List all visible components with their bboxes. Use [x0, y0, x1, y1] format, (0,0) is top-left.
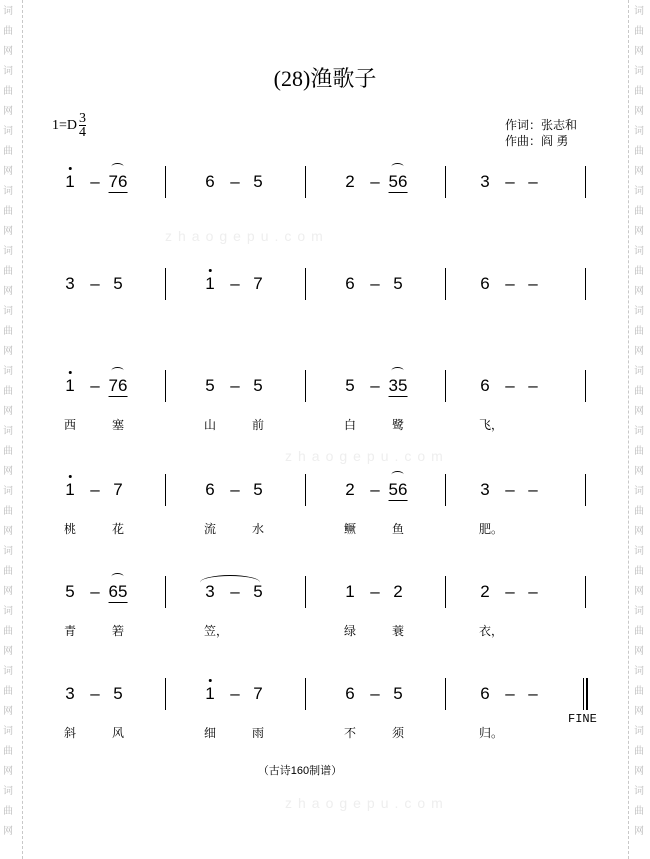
barline [305, 166, 306, 198]
barline [445, 678, 446, 710]
side-watermark-text: 词 曲 网 [634, 546, 644, 597]
side-watermark-text: 词 曲 网 [3, 246, 13, 297]
note: – [370, 684, 380, 703]
lyric: 斜 [63, 726, 77, 740]
slur-arc [200, 575, 260, 590]
background-watermark: zhaogepu.com [165, 228, 329, 244]
side-watermark-text: 词 曲 网 [634, 666, 644, 717]
barline [165, 268, 166, 300]
note: – [370, 480, 380, 499]
note: – [505, 582, 515, 601]
side-watermark-text: 词 曲 网 [634, 486, 644, 537]
note: – [90, 376, 100, 395]
note: – [505, 480, 515, 499]
note: 5 [253, 582, 263, 601]
lyric: 鳜 [343, 522, 357, 536]
note: 2 [345, 172, 355, 191]
note: – [528, 582, 538, 601]
side-watermark-text: 词 曲 网 [3, 306, 13, 357]
high-octave-dot [69, 167, 72, 170]
background-watermark: zhaogepu.com [285, 448, 449, 464]
note: 5 [253, 480, 263, 499]
note: 6 [480, 684, 490, 703]
note: 5 [113, 684, 123, 703]
side-watermark-text: 词 曲 网 [3, 6, 13, 57]
note: – [370, 274, 380, 293]
lyric: 箬 [111, 624, 125, 638]
note: 3 [65, 274, 75, 293]
note: – [230, 480, 240, 499]
note: 56 [389, 172, 408, 193]
note: 5 [345, 376, 355, 395]
tie-arc [112, 163, 124, 170]
barline [445, 474, 446, 506]
note: 2 [393, 582, 403, 601]
lyric: 桃 [63, 522, 77, 536]
high-octave-dot [69, 371, 72, 374]
note: – [528, 684, 538, 703]
high-octave-dot [209, 269, 212, 272]
note: 6 [480, 376, 490, 395]
high-octave-dot [69, 475, 72, 478]
note: 3 [480, 172, 490, 191]
lyric: 风 [111, 726, 125, 740]
lyric: 归。 [478, 726, 504, 740]
barline [305, 474, 306, 506]
barline [165, 370, 166, 402]
lyric: 鹭 [391, 418, 405, 432]
side-watermark-text: 词 曲 网 [634, 366, 644, 417]
note: – [90, 582, 100, 601]
footer-note: （古诗160制谱） [257, 765, 343, 777]
note: 7 [113, 480, 123, 499]
side-watermark-text: 词 曲 网 [3, 666, 13, 717]
note: 3 [65, 684, 75, 703]
note: 1 [65, 376, 74, 396]
lyric: 西 [63, 418, 77, 432]
barline [585, 576, 586, 608]
note: 35 [389, 376, 408, 397]
time-signature [79, 112, 86, 139]
side-watermark-text: 词 曲 网 [3, 726, 13, 777]
lyric: 雨 [251, 726, 265, 740]
barline [445, 268, 446, 300]
note: 3 [205, 582, 215, 601]
lyric: 流 [203, 522, 217, 536]
side-watermark-text: 词 曲 网 [634, 606, 644, 657]
note: 5 [65, 582, 75, 601]
note: – [370, 172, 380, 191]
side-watermark-text: 词 曲 网 [3, 486, 13, 537]
margin-line-right [628, 0, 629, 859]
lyric: 细 [203, 726, 217, 740]
side-watermark-text: 词 曲 网 [634, 726, 644, 777]
note: – [230, 376, 240, 395]
note: – [528, 274, 538, 293]
side-watermark-text: 词 曲 网 [634, 426, 644, 477]
barline [305, 268, 306, 300]
note: 5 [253, 172, 263, 191]
composer: 作曲：阎 勇 [505, 134, 569, 148]
side-watermark-text: 词 曲 网 [3, 606, 13, 657]
note: 5 [113, 274, 123, 293]
barline [445, 576, 446, 608]
lyric: 鱼 [391, 522, 405, 536]
time-bottom: 4 [79, 125, 87, 140]
final-barline [586, 678, 588, 710]
lyric: 肥。 [478, 522, 504, 536]
side-watermark-text: 词 曲 网 [3, 546, 13, 597]
note: 1 [345, 582, 355, 601]
side-watermark-text: 词 曲 网 [634, 66, 644, 117]
tie-arc [112, 367, 124, 374]
side-watermark-text: 词 曲 网 [634, 186, 644, 237]
note: – [505, 376, 515, 395]
barline [445, 166, 446, 198]
note: 6 [205, 480, 215, 499]
note: 2 [480, 582, 490, 601]
note: – [528, 172, 538, 191]
barline [165, 166, 166, 198]
fine-mark: FINE [568, 712, 597, 726]
side-watermark-text: 词 曲 网 [3, 366, 13, 417]
note: – [90, 684, 100, 703]
note: – [505, 172, 515, 191]
lyric: 水 [251, 522, 265, 536]
tie-arc [392, 163, 404, 170]
note: – [90, 480, 100, 499]
lyric: 山 [203, 418, 217, 432]
lyric: 飞， [478, 418, 504, 432]
lyric: 青 [63, 624, 77, 638]
lyric: 笠， [203, 624, 229, 638]
side-watermark-text: 词 曲 网 [3, 786, 13, 837]
note: 1 [205, 684, 214, 704]
lyric: 衣， [478, 624, 504, 638]
note: – [370, 376, 380, 395]
note: 2 [345, 480, 355, 499]
barline [165, 576, 166, 608]
lyric: 花 [111, 522, 125, 536]
note: – [230, 582, 240, 601]
time-top: 3 [79, 111, 87, 126]
note: 1 [65, 480, 74, 500]
note: 6 [480, 274, 490, 293]
side-watermark-text: 词 曲 网 [634, 246, 644, 297]
barline [585, 370, 586, 402]
note: – [505, 274, 515, 293]
side-watermark-text: 词 曲 网 [634, 306, 644, 357]
note: 6 [205, 172, 215, 191]
note: 6 [345, 274, 355, 293]
song-title: (28)渔歌子 [273, 66, 377, 91]
note: 3 [480, 480, 490, 499]
side-watermark-text: 词 曲 网 [3, 426, 13, 477]
barline [445, 370, 446, 402]
side-watermark-text: 词 曲 网 [634, 786, 644, 837]
lyric: 前 [251, 418, 265, 432]
note: – [230, 172, 240, 191]
side-watermark-text: 词 曲 网 [634, 126, 644, 177]
lyric: 须 [391, 726, 405, 740]
final-barline [583, 678, 584, 710]
tie-arc [392, 367, 404, 374]
note: 5 [253, 376, 263, 395]
tie-arc [112, 573, 124, 580]
lyricist: 作词：张志和 [505, 118, 578, 132]
note: – [528, 376, 538, 395]
key-label: 1=D [52, 117, 78, 133]
barline [585, 166, 586, 198]
margin-line-left [22, 0, 23, 859]
note: 76 [109, 172, 128, 193]
lyric: 蓑 [391, 624, 405, 638]
barline [305, 370, 306, 402]
credits [505, 117, 577, 149]
note: 5 [393, 274, 403, 293]
note: 6 [345, 684, 355, 703]
note: – [528, 480, 538, 499]
background-watermark: zhaogepu.com [285, 795, 449, 811]
barline [305, 576, 306, 608]
barline [305, 678, 306, 710]
side-watermark-text: 词 曲 网 [3, 66, 13, 117]
barline [165, 678, 166, 710]
note: 7 [253, 274, 263, 293]
side-watermark-text: 词 曲 网 [3, 186, 13, 237]
key-signature [52, 112, 86, 139]
lyric: 不 [343, 726, 357, 740]
note: – [230, 684, 240, 703]
note: – [90, 172, 100, 191]
lyric: 白 [343, 418, 357, 432]
note: – [505, 684, 515, 703]
lyric: 塞 [111, 418, 125, 432]
note: 56 [389, 480, 408, 501]
note: – [230, 274, 240, 293]
barline [585, 474, 586, 506]
note: 65 [109, 582, 128, 603]
side-watermark-text: 词 曲 网 [3, 126, 13, 177]
lyric: 绿 [343, 624, 357, 638]
note: 5 [205, 376, 215, 395]
high-octave-dot [209, 679, 212, 682]
tie-arc [392, 471, 404, 478]
note: 7 [253, 684, 263, 703]
note: 76 [109, 376, 128, 397]
note: – [370, 582, 380, 601]
note: 1 [65, 172, 74, 192]
barline [165, 474, 166, 506]
note: 5 [393, 684, 403, 703]
note: 1 [205, 274, 214, 294]
barline [585, 268, 586, 300]
note: – [90, 274, 100, 293]
side-watermark-text: 词 曲 网 [634, 6, 644, 57]
